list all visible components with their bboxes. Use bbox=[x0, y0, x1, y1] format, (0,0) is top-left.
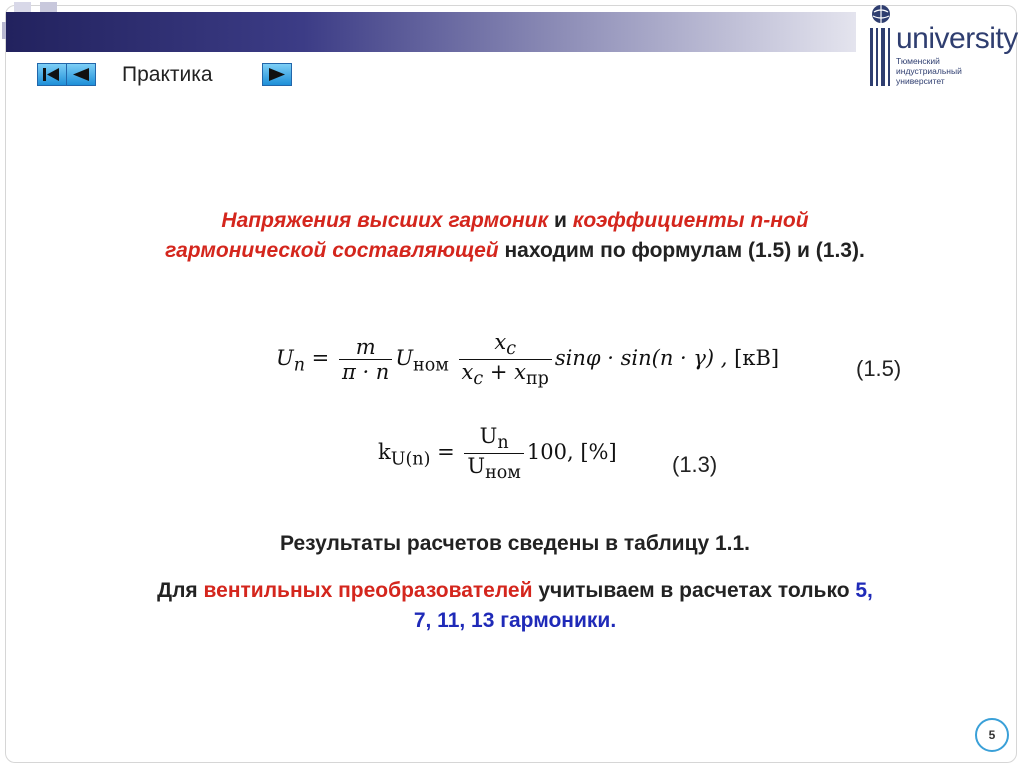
converters-red-term: вентильных преобразователей bbox=[203, 579, 533, 602]
header-band bbox=[6, 12, 856, 52]
intro-paragraph: Напряжения высших гармоник и коэффициенты n-ной гармонической составляющей находим по формулам (1.5) и (1.3). bbox=[165, 209, 865, 262]
formula-1-5: $U_n$ = $\frac{m}{\pi \cdot n}$ $U_{ном}$ $\frac{x_c}{x_c + x_{пр}}$ sinφ · sin(n · γ) , [кВ] bbox=[276, 330, 780, 390]
next-triangle-icon bbox=[263, 64, 291, 85]
next-button[interactable] bbox=[262, 63, 292, 86]
intro-red-term: Напряжения высших гармоник bbox=[221, 209, 549, 232]
harmonics-list: 5, 7, 11, 13 гармоники. bbox=[413, 579, 873, 632]
globe-icon bbox=[868, 2, 898, 90]
equation-number-1-5: (1.5) bbox=[856, 356, 902, 381]
formula-1-3: $k_{U(n)}$ = $\frac{U_n}{U_{ном}}$ 100, [%] bbox=[378, 424, 617, 484]
logo-word: university bbox=[896, 22, 1018, 55]
logo-subtitle: Тюменский индустриальный университет bbox=[896, 56, 962, 86]
prev-triangle-icon bbox=[67, 64, 95, 85]
intro-red-term-2: коэффициенты n-ной гармонической составляющей bbox=[165, 209, 809, 262]
results-line: Результаты расчетов сведены в таблицу 1.1. bbox=[279, 532, 751, 555]
page-number-badge: 5 bbox=[975, 718, 1009, 752]
section-title: Практика bbox=[122, 63, 213, 86]
skip-back-button[interactable] bbox=[37, 63, 67, 86]
skip-back-icon bbox=[38, 64, 66, 85]
converters-paragraph: Для вентильных преобразователей учитываем в расчетах только 5, 7, 11, 13 гармоники. bbox=[157, 579, 873, 632]
prev-button[interactable] bbox=[66, 63, 96, 86]
equation-number-1-3: (1.3) bbox=[672, 452, 718, 477]
